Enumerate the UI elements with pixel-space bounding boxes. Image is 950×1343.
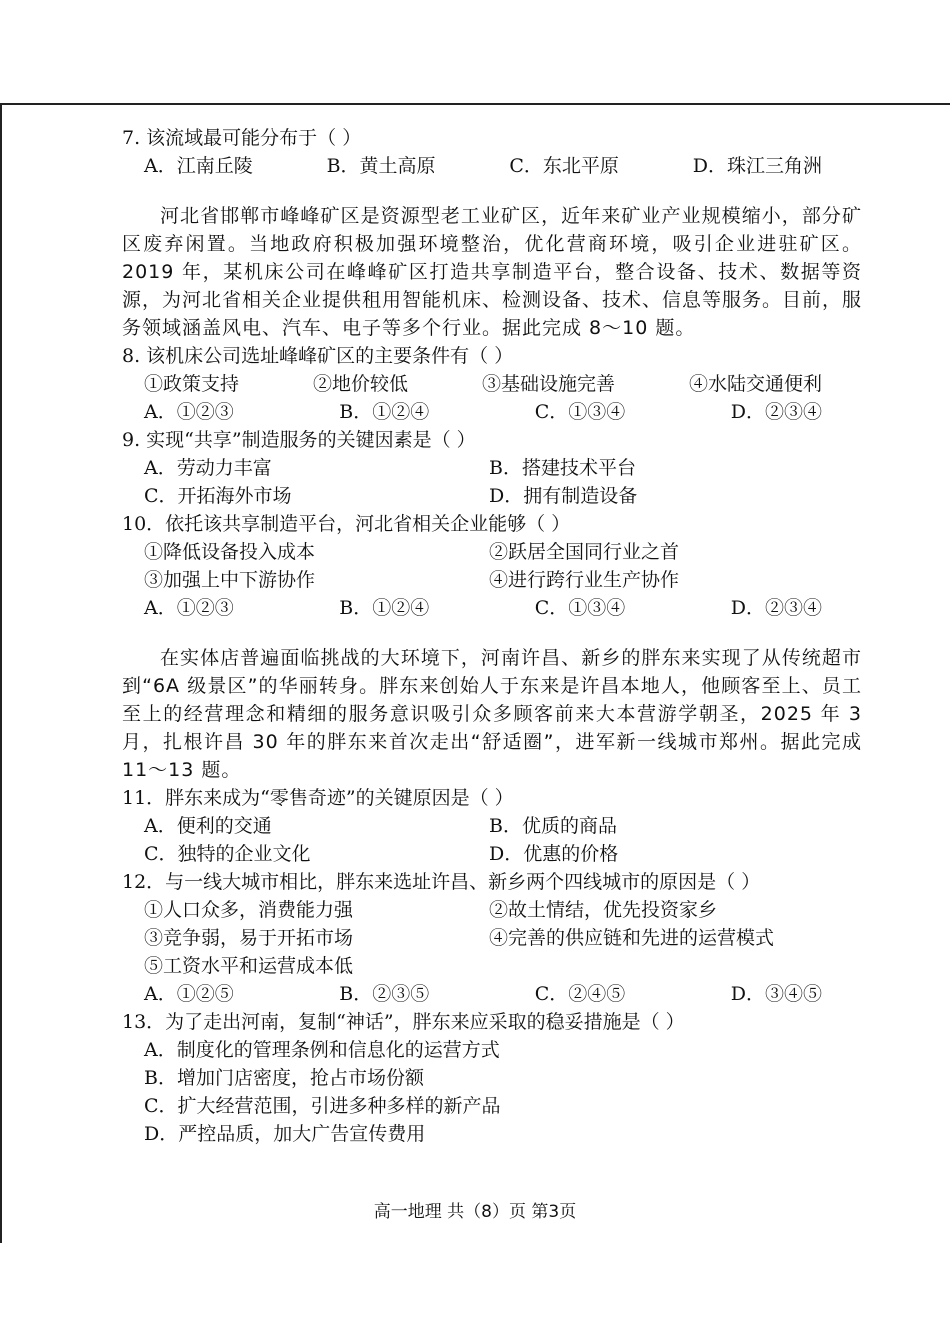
option-b: B．①②④ bbox=[339, 597, 430, 619]
question-10-options bbox=[122, 594, 862, 622]
item-2: ②故土情结，优先投资家乡 bbox=[489, 899, 718, 921]
option-a: A．①②③ bbox=[144, 597, 234, 619]
question-8-items bbox=[122, 370, 862, 398]
question-8-options bbox=[122, 398, 862, 426]
item-1: ①降低设备投入成本 bbox=[144, 541, 316, 563]
passage-11-13: 在实体店普遍面临挑战的大环境下，河南许昌、新乡的胖东来实现了从传统超市到“6A 级景区”的华丽转身。胖东来创始人于东来是许昌本地人，他顾客至上、员工至上的经营理念和精细的服务意识吸引众多顾客前来大本营游学朝圣，2025 年 3 月，扎根许昌 30 年的胖东来首次走出“舒适圈”，进军新一线城市郑州。据此完成 11～13 题。 bbox=[122, 647, 862, 781]
option-c: C．②④⑤ bbox=[534, 983, 626, 1005]
option-a: A．①②③ bbox=[144, 401, 234, 423]
option-c: C．扩大经营范围，引进多种多样的新产品 bbox=[144, 1095, 501, 1117]
question-11-options bbox=[122, 812, 862, 868]
question-12-options bbox=[122, 980, 862, 1008]
question-10-items bbox=[122, 538, 862, 594]
option-a: A．劳动力丰富 bbox=[144, 457, 272, 479]
option-b: B．增加门店密度，抢占市场份额 bbox=[144, 1067, 424, 1089]
option-c: C．①③④ bbox=[534, 597, 626, 619]
item-5: ⑤工资水平和运营成本低 bbox=[144, 955, 354, 977]
option-a: A．①②⑤ bbox=[144, 983, 234, 1005]
question-9-options bbox=[122, 454, 862, 510]
option-b: B．①②④ bbox=[339, 401, 430, 423]
question-8-stem: 8. 该机床公司选址峰峰矿区的主要条件有（ ） bbox=[122, 345, 514, 367]
question-7-stem: 7. 该流域最可能分布于（ ） bbox=[122, 127, 362, 149]
option-a: A．江南丘陵 bbox=[144, 155, 253, 177]
question-10-stem: 10．依托该共享制造平台，河北省相关企业能够（ ） bbox=[122, 513, 571, 535]
option-a: A．便利的交通 bbox=[144, 815, 272, 837]
item-1: ①人口众多，消费能力强 bbox=[144, 899, 354, 921]
option-d: D．严控品质，加大广告宣传费用 bbox=[144, 1123, 426, 1145]
item-3: ③竞争弱，易于开拓市场 bbox=[144, 927, 354, 949]
page-footer: 高一地理 共（8）页 第3页 bbox=[373, 1202, 577, 1222]
option-d: D．珠江三角洲 bbox=[692, 155, 822, 177]
option-a: A．制度化的管理条例和信息化的运营方式 bbox=[144, 1039, 500, 1061]
question-12-stem: 12．与一线大城市相比，胖东来选址许昌、新乡两个四线城市的原因是（ ） bbox=[122, 871, 761, 893]
option-d: D．拥有制造设备 bbox=[489, 485, 638, 507]
question-13-options bbox=[122, 1036, 862, 1148]
item-2: ②跃居全国同行业之首 bbox=[489, 541, 680, 563]
item-4: ④完善的供应链和先进的运营模式 bbox=[489, 927, 775, 949]
item-4: ④进行跨行业生产协作 bbox=[489, 569, 680, 591]
question-13-stem: 13．为了走出河南，复制“神话”，胖东来应采取的稳妥措施是（ ） bbox=[122, 1011, 685, 1033]
question-11-stem: 11．胖东来成为“零售奇迹”的关键原因是（ ） bbox=[122, 787, 514, 809]
exam-content bbox=[122, 124, 862, 1148]
option-b: B．黄土高原 bbox=[326, 155, 436, 177]
option-c: C．独特的企业文化 bbox=[144, 843, 311, 865]
option-d: D．优惠的价格 bbox=[489, 843, 619, 865]
option-b: B．搭建技术平台 bbox=[489, 457, 636, 479]
item-4: ④水陆交通便利 bbox=[688, 373, 822, 395]
item-3: ③加强上中下游协作 bbox=[144, 569, 316, 591]
question-9-stem: 9. 实现“共享”制造服务的关键因素是（ ） bbox=[122, 429, 476, 451]
option-d: D．②③④ bbox=[730, 597, 822, 619]
option-b: B．优质的商品 bbox=[489, 815, 617, 837]
question-12-items bbox=[122, 896, 862, 980]
question-7-options bbox=[122, 152, 862, 180]
option-b: B．②③⑤ bbox=[339, 983, 430, 1005]
item-3: ③基础设施完善 bbox=[481, 373, 615, 395]
option-c: C．开拓海外市场 bbox=[144, 485, 292, 507]
option-c: C．东北平原 bbox=[509, 155, 619, 177]
passage-8-10: 河北省邯郸市峰峰矿区是资源型老工业矿区，近年来矿业产业规模缩小，部分矿区废弃闲置。当地政府积极加强环境整治，优化营商环境，吸引企业进驻矿区。2019 年，某机床公司在峰峰矿区打造共享制造平台，整合设备、技术、数据等资源，为河北省相关企业提供租用智能机床、检测设备、技术、信息等服务。目前，服务领域涵盖风电、汽车、电子等多个行业。据此完成 8～10 题。 bbox=[122, 205, 863, 339]
item-1: ①政策支持 bbox=[144, 373, 240, 395]
item-2: ②地价较低 bbox=[312, 373, 408, 395]
option-c: C．①③④ bbox=[534, 401, 626, 423]
option-d: D．③④⑤ bbox=[730, 983, 822, 1005]
option-d: D．②③④ bbox=[730, 401, 822, 423]
